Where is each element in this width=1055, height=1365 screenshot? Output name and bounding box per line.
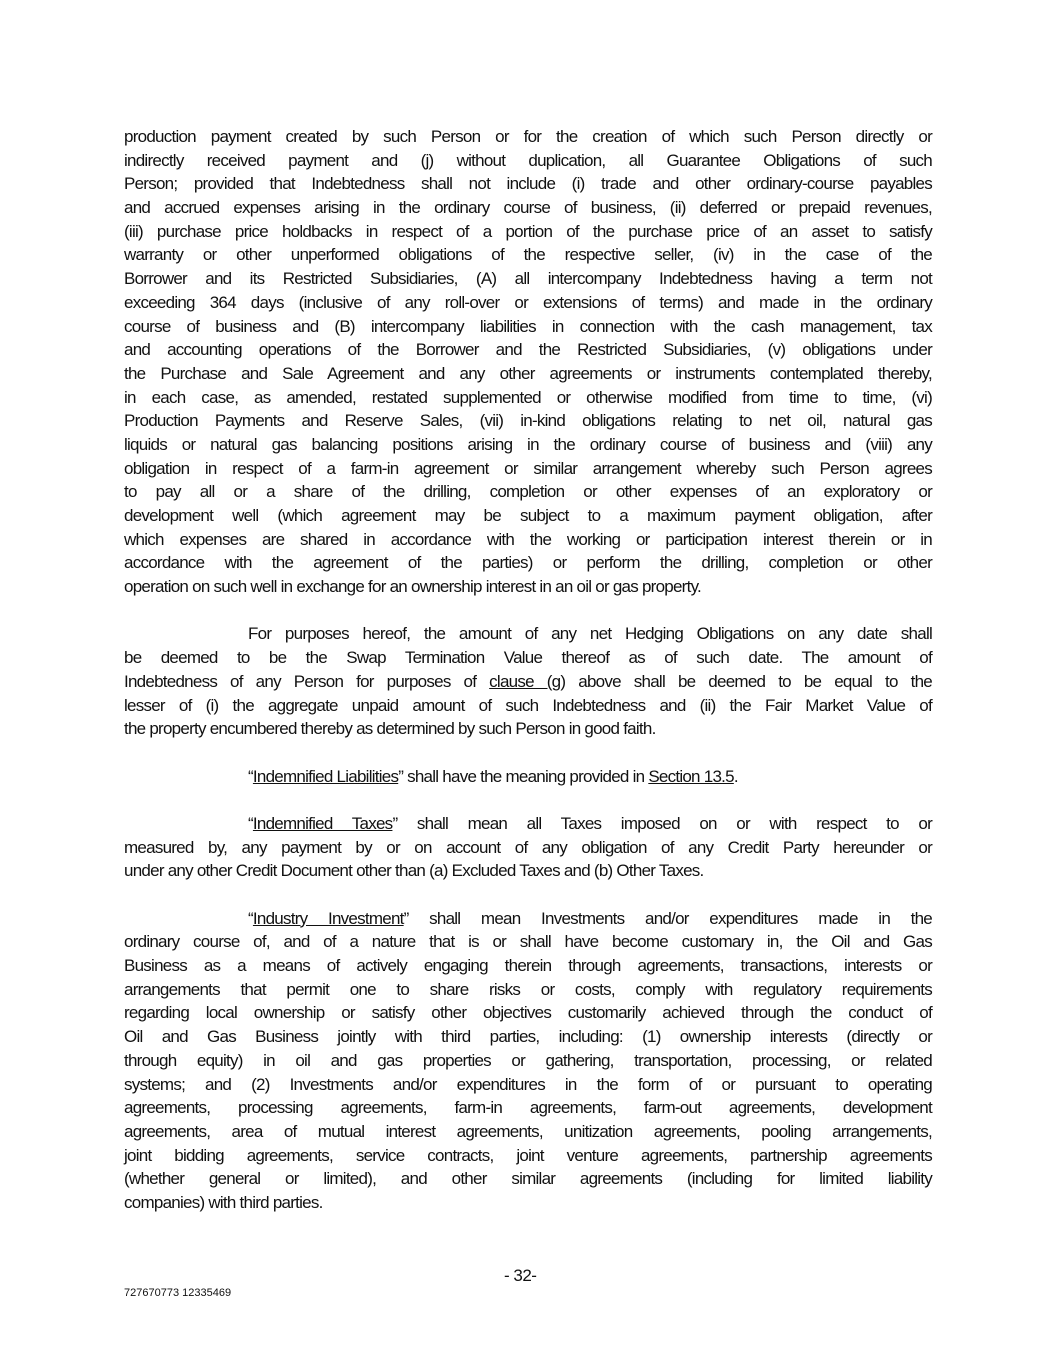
text-line: Oil and Gas Business jointly with third parties, including: (1) ownership interests (directly or: [124, 1027, 932, 1047]
underlined-term: Section 13.5: [648, 766, 734, 786]
text-line: [124, 670, 932, 694]
text-line: agreements, processing agreements, farm-in agreements, farm-out agreements, development: [124, 1098, 932, 1118]
text-line: the Purchase and Sale Agreement and any other agreements or instruments contemplated thereby,: [124, 363, 932, 383]
text-line: measured by, any payment by or on account of any obligation of any Credit Party hereunder or: [124, 837, 932, 857]
text-line: be deemed to be the Swap Termination Value thereof as of such date. The amount of: [124, 648, 932, 668]
document-id: 727670773 12335469: [124, 1287, 232, 1299]
text-segment: “: [248, 813, 253, 833]
text-line: through equity) in oil and gas properties or gathering, transportation, processing, or related: [124, 1050, 932, 1070]
text-line: under any other Credit Document other than (a) Excluded Taxes and (b) Other Taxes.: [124, 861, 704, 881]
text-line: ordinary course of, and of a nature that is or shall have become customary in, the Oil and Gas: [124, 932, 932, 952]
underlined-term: Indemnified Liabilities: [252, 766, 399, 786]
paragraph: [124, 812, 932, 883]
text-line: and accounting operations of the Borrower and the Restricted Subsidiaries, (v) obligations under: [124, 340, 932, 360]
text-segment: “: [248, 908, 253, 928]
document-body: [124, 125, 932, 1238]
text-line: accordance with the agreement of the parties) or perform the drilling, completion or other: [124, 553, 932, 573]
paragraph: [124, 765, 932, 789]
text-line: in each case, as amended, restated supplemented or otherwise modified from time to time, (vi): [124, 387, 932, 407]
text-line: Person; provided that Indebtedness shall not include (i) trade and other ordinary-course payables: [124, 174, 932, 194]
text-line: For purposes hereof, the amount of any net Hedging Obligations on any date shall: [248, 624, 932, 644]
paragraph: [124, 622, 932, 740]
text-segment: ” shall mean all Taxes imposed on or with respect to or: [392, 813, 932, 833]
text-line: production payment created by such Person or for the creation of which such Person directly or: [124, 127, 932, 146]
paragraph: [124, 125, 932, 599]
text-line: course of business and (B) intercompany liabilities in connection with the cash management, tax: [124, 316, 932, 336]
text-line: systems; and (2) Investments and/or expenditures in the form of or pursuant to operating: [124, 1074, 932, 1094]
text-line: [124, 907, 932, 931]
text-line: obligation in respect of a farm-in agreement or similar arrangement whereby such Person agrees: [124, 458, 932, 478]
text-segment: “: [248, 766, 253, 786]
text-line: indirectly received payment and (j) without duplication, all Guarantee Obligations of such: [124, 150, 932, 170]
text-line: regarding local ownership or satisfy other objectives customarily achieved through the conduct of: [124, 1003, 932, 1023]
text-line: companies) with third parties.: [124, 1192, 323, 1212]
text-line: to pay all or a share of the drilling, completion or other expenses of an exploratory or: [124, 482, 932, 502]
text-line: lesser of (i) the aggregate unpaid amount of such Indebtedness and (ii) the Fair Market Value of: [124, 695, 932, 715]
text-line: warranty or other unperformed obligations of the respective seller, (iv) in the case of the: [124, 245, 932, 265]
text-line: the property encumbered thereby as determined by such Person in good faith.: [124, 719, 656, 739]
text-line: [124, 765, 932, 789]
text-line: (whether general or limited), and other similar agreements (including for limited liability: [124, 1169, 932, 1189]
text-segment: ” shall mean Investments and/or expenditures made in the: [403, 908, 932, 928]
underlined-term: Industry Investment: [252, 908, 404, 928]
text-line: arrangements that permit one to share risks or costs, comply with regulatory requirements: [124, 979, 932, 999]
text-line: liquids or natural gas balancing positions arising in the ordinary course of business and (viii) any: [124, 434, 932, 454]
text-line: operation on such well in exchange for an ownership interest in an oil or gas property.: [124, 577, 702, 597]
text-line: [124, 812, 932, 836]
text-segment: .: [733, 766, 738, 786]
text-line: (iii) purchase price holdbacks in respect of a portion of the purchase price of an asset to satisfy: [124, 221, 932, 241]
underlined-term: clause (g): [489, 671, 566, 691]
text-line: development well (which agreement may be subject to a maximum payment obligation, after: [124, 506, 932, 525]
text-line: and accrued expenses arising in the ordinary course of business, (ii) deferred or prepaid revenues,: [124, 198, 932, 218]
page-number: - 32-: [504, 1266, 537, 1285]
paragraph: [124, 907, 932, 1215]
text-line: Borrower and its Restricted Subsidiaries, (A) all intercompany Indebtedness having a term not: [124, 269, 932, 289]
text-segment: above shall be deemed to be equal to the: [565, 671, 933, 691]
text-line: which expenses are shared in accordance with the working or participation interest therein or in: [124, 529, 932, 549]
underlined-term: Indemnified Taxes: [252, 813, 393, 833]
text-line: exceeding 364 days (inclusive of any roll-over or extensions of terms) and made in the ordinary: [124, 292, 932, 312]
text-segment: ” shall have the meaning provided in: [398, 766, 649, 786]
text-line: agreements, area of mutual interest agreements, unitization agreements, pooling arrangements,: [124, 1121, 932, 1141]
text-segment: Indebtedness of any Person for purposes of: [124, 671, 490, 691]
text-line: Business as a means of actively engaging therein through agreements, transactions, interests or: [124, 956, 932, 976]
text-line: Production Payments and Reserve Sales, (vii) in-kind obligations relating to net oil, natural gas: [124, 411, 932, 431]
text-line: joint bidding agreements, service contracts, joint venture agreements, partnership agreements: [124, 1145, 932, 1165]
